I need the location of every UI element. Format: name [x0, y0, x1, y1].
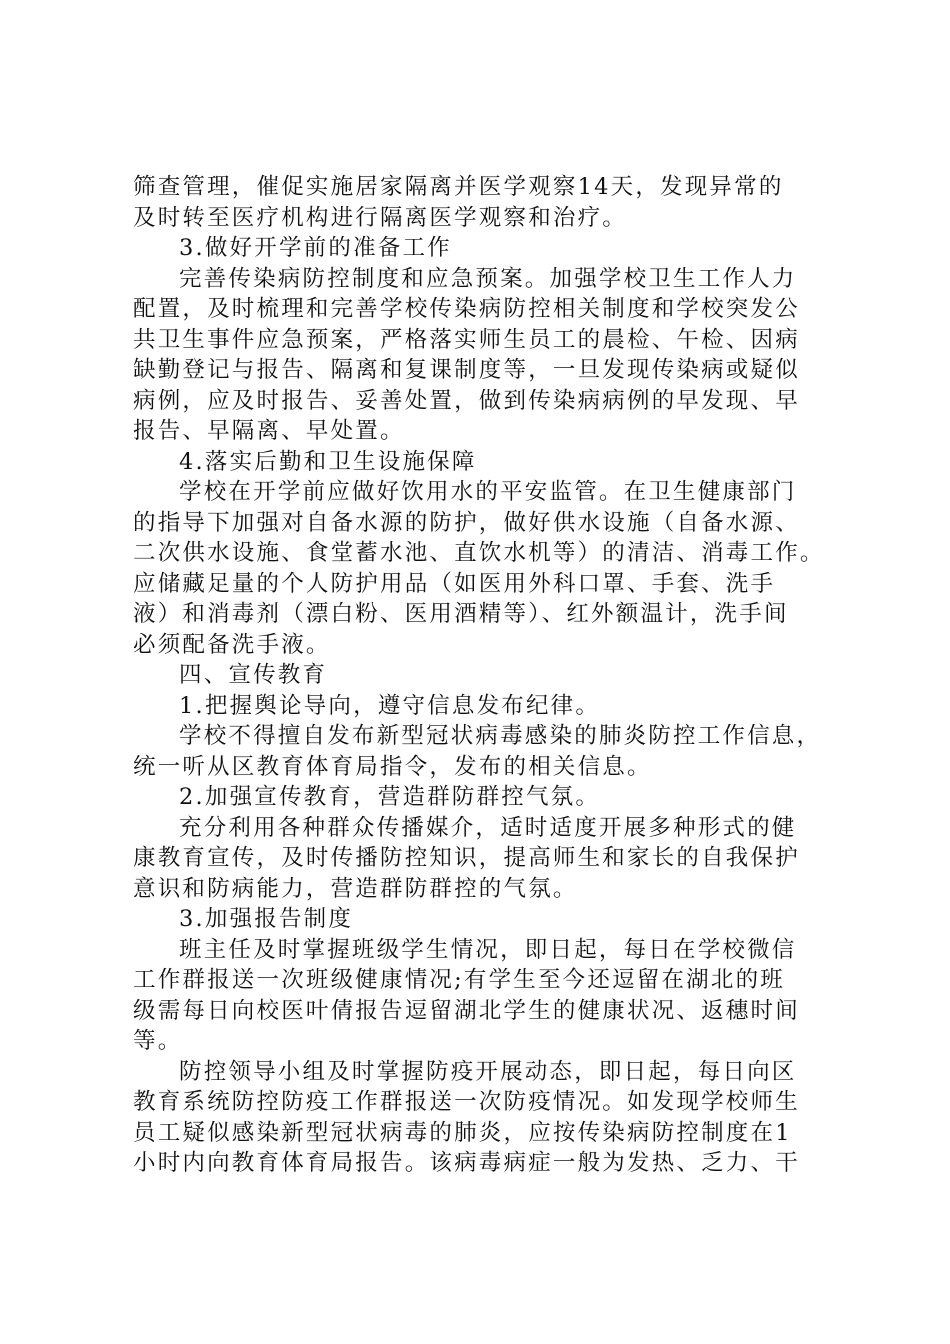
text-line: 康教育宣传，及时传播防控知识，提高师生和家长的自我保护 — [133, 845, 800, 871]
text-line: 病例，应及时报告、妥善处置，做到传染病病例的早发现、早 — [133, 387, 800, 414]
text-line: 液）和消毒剂（漂白粉、医用酒精等）、红外额温计，洗手间 — [133, 601, 789, 627]
text-line: 4.落实后勤和卫生设施保障 — [179, 448, 477, 475]
text-line: 共卫生事件应急预案，严格落实师生员工的晨检、午检、因病 — [133, 326, 800, 353]
text-line: 意识和防病能力，营造群防群控的气氛。 — [133, 875, 578, 902]
text-line: 完善传染病防控制度和应急预案。加强学校卫生工作人力 — [179, 265, 797, 292]
text-line: 工作群报送一次班级健康情况;有学生至今还逗留在湖北的班 — [133, 967, 785, 993]
text-line: 学校在开学前应做好饮用水的平安监管。在卫生健康部门 — [179, 479, 797, 505]
text-line: 2.加强宣传教育，营造群防群控气氛。 — [179, 784, 601, 810]
document-body — [133, 172, 833, 1179]
text-line: 筛查管理，催促实施居家隔离并医学观察14天，发现异常的 — [133, 174, 784, 200]
text-line: 必须配备洗手液。 — [133, 631, 331, 658]
text-line: 3.做好开学前的准备工作 — [179, 235, 452, 261]
text-line: 3.加强报告制度 — [179, 906, 354, 932]
text-line: 缺勤登记与报告、隔离和复课制度等，一旦发现传染病或疑似 — [133, 357, 800, 383]
text-line: 等。 — [133, 1028, 183, 1054]
text-line: 配置，及时梳理和完善学校传染病防控相关制度和学校突发公 — [133, 296, 800, 322]
text-line: 统一听从区教育体育局指令，发布的相关信息。 — [133, 753, 652, 780]
text-line: 学校不得擅自发布新型冠状病毒感染的肺炎防控工作信息， — [179, 723, 822, 749]
text-line: 报告、早隔离、早处置。 — [133, 418, 405, 444]
text-line: 及时转至医疗机构进行隔离医学观察和治疗。 — [133, 204, 628, 231]
text-line: 二次供水设施、食堂蓄水池、直饮水机等）的清洁、消毒工作。 — [133, 540, 825, 566]
text-line: 充分利用各种群众传播媒介，适时适度开展多种形式的健 — [179, 814, 797, 841]
text-line: 教育系统防控防疫工作群报送一次防疫情况。如发现学校师生 — [133, 1089, 800, 1115]
text-line: 1.把握舆论导向，遵守信息发布纪律。 — [179, 692, 601, 719]
text-line: 级需每日向校医叶倩报告逗留湖北学生的健康状况、返穗时间 — [133, 997, 800, 1024]
text-line: 的指导下加强对自备水源的防护，做好供水设施（自备水源、 — [133, 509, 800, 536]
text-line: 员工疑似感染新型冠状病毒的肺炎，应按传染病防控制度在1 — [133, 1119, 792, 1146]
text-line: 班主任及时掌握班级学生情况，即日起，每日在学校微信 — [179, 936, 797, 963]
text-line: 应储藏足量的个人防护用品（如医用外科口罩、手套、洗手 — [133, 570, 776, 597]
text-line: 小时内向教育体育局报告。该病毒病症一般为发热、乏力、干 — [133, 1150, 800, 1176]
text-line: 防控领导小组及时掌握防疫开展动态，即日起，每日向区 — [179, 1058, 797, 1085]
text-line: 四、宣传教育 — [179, 662, 328, 688]
